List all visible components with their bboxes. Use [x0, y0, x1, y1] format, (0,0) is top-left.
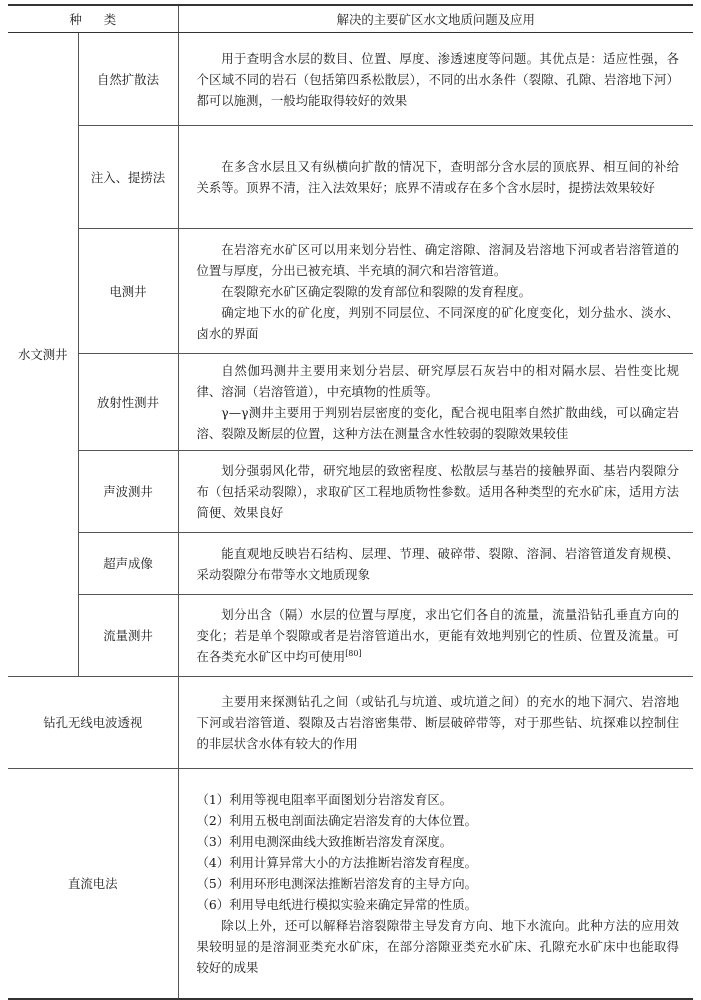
table-row: [8, 533, 693, 595]
description-paragraph: 自然伽玛测井主要用来划分岩层、研究厚层石灰岩中的相对隔水层、岩性变比规律、溶洞（岩溶管道），中充填物的性质等。: [196, 363, 679, 399]
description-paragraph: [197, 604, 680, 667]
list-item: （6）利用导电纸进行模拟实验来确定异常的性质。: [196, 896, 477, 912]
header-kind: 种类: [8, 5, 178, 33]
description-paragraph: 在岩溶充水矿区可以用来划分岩性、确定溶隙、溶洞及岩溶地下河或者岩溶管道的位置与厚度，分出已被充填、半充填的洞穴和岩溶管道。: [196, 241, 679, 278]
description-paragraph: 主要用来探测钻孔之间（或钻孔与坑道、或坑道之间）的充水的地下洞穴、岩溶地下河或岩溶管道、裂隙及古岩溶密集带、断层破碎带等，对于那些钻、坑探难以控制住的非层状含水体有较大的作用: [196, 694, 679, 751]
method-description: [178, 677, 693, 769]
method-name: 电测井: [78, 229, 178, 354]
list-item: （2）利用五极电剖面法确定岩溶发育的大体位置。: [196, 812, 477, 828]
method-name: 放射性测井: [78, 354, 178, 451]
table-row: [8, 769, 693, 999]
description-text: 划分出含（隔）水层的位置与厚度，求出它们各自的流量，流量沿钻孔垂直方向的变化；若是单个裂隙或者是岩溶管道出水，更能有效地判别它的性质、位置及流量。可在各类充水矿区中均可使用: [196, 607, 679, 664]
table-row: [8, 229, 693, 354]
list-item: （4）利用计算异常大小的方法推断岩溶发育程度。: [196, 854, 477, 870]
description-paragraph: 在裂隙充水矿区确定裂隙的发育部位和裂隙的发育程度。: [221, 283, 532, 299]
method-description: [178, 451, 693, 533]
table-row: [8, 595, 693, 677]
description-paragraph: 确定地下水的矿化度，判别不同层位、不同深度的矿化度变化，划分盐水、淡水、卤水的界面: [196, 304, 679, 341]
description-paragraph: 在多含水层且又有纵横向扩散的情况下，查明部分含水层的顶底界、相互间的补给关系等。顶界不清，注入法效果好；底界不清或存在多个含水层时，提捞法效果较好: [196, 159, 679, 195]
table-row: [8, 354, 693, 451]
method-name: 声波测井: [78, 451, 178, 533]
list-item: （3）利用电测深曲线大致推断岩溶发育深度。: [196, 833, 453, 849]
table-row: [8, 451, 693, 533]
numbered-list: [197, 789, 680, 915]
method-description: [178, 126, 693, 229]
header-application: 解决的主要矿区水文地质问题及应用: [178, 5, 693, 33]
method-description: [178, 533, 693, 595]
method-name: 钻孔无线电波透视: [8, 677, 178, 769]
method-name: 直流电法: [8, 769, 178, 999]
reference-mark: [80]: [345, 648, 362, 658]
method-description: [178, 354, 693, 451]
category-hydro-logging: 水文测井: [8, 33, 78, 677]
method-name: 注入、提捞法: [78, 126, 178, 229]
list-item: （1）利用等视电阻率平面图划分岩溶发育区。: [196, 791, 453, 807]
description-paragraph: 能直观地反映岩石结构、层理、节理、破碎带、裂隙、溶洞、岩溶管道发育规模、采动裂隙分布带等水文地质现象: [196, 545, 679, 582]
method-description: [178, 33, 693, 126]
list-item: （5）利用环形电测深法推断岩溶发育的主导方向。: [196, 875, 477, 891]
description-paragraph: 除以上外，还可以解释岩溶裂隙带主导发育方向、地下水流向。此种方法的应用效果较明显的是溶洞亚类充水矿床，在部分溶隙亚类充水矿床、孔隙充水矿床中也能取得较好的成果: [196, 917, 679, 975]
method-description: [178, 229, 693, 354]
description-paragraph: 划分强弱风化带，研究地层的致密程度、松散层与基岩的接触界面、基岩内裂隙分布（包括采动裂隙），求取矿区工程地质物性参数。适用各种类型的充水矿床，适用方法简便、效果良好: [196, 463, 679, 520]
table-row: [8, 33, 693, 126]
table-row: [8, 677, 693, 769]
table-row: [8, 126, 693, 229]
description-paragraph: 用于查明含水层的数目、位置、厚度、渗透速度等问题。其优点是：适应性强，各个区域不同的岩石（包括第四系松散层），不同的出水条件（裂隙、孔隙、岩溶地下河）都可以施测，一般均能取得较好的效果: [196, 50, 679, 108]
method-name: 超声成像: [78, 533, 178, 595]
table-header-row: [8, 5, 693, 33]
method-name: 流量测井: [78, 595, 178, 677]
method-description: [178, 595, 693, 677]
description-paragraph: γ—γ测井主要用于判别岩层密度的变化，配合视电阻率自然扩散曲线，可以确定岩溶、裂隙及断层的位置，这种方法在测量含水性较弱的裂隙效果较佳: [196, 405, 679, 441]
methods-table: [8, 4, 693, 1000]
method-name: 自然扩散法: [78, 33, 178, 126]
method-description: [178, 769, 693, 999]
